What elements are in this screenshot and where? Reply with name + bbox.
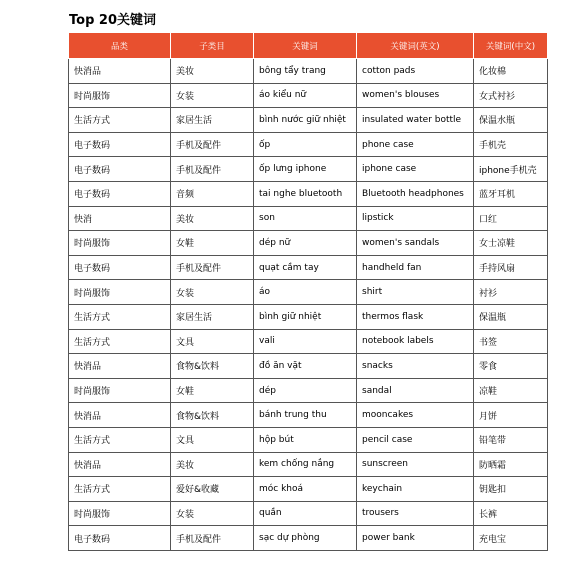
table-row <box>69 403 548 428</box>
table-row <box>69 231 548 256</box>
cell-keyword-chinese: 书签 <box>474 329 548 354</box>
cell-subcategory: 美妆 <box>171 452 254 477</box>
cell-keyword-chinese: iphone手机壳 <box>474 157 548 182</box>
cell-keyword: áo kiểu nữ <box>254 83 357 108</box>
cell-category: 生活方式 <box>69 329 171 354</box>
cell-keyword-chinese: 保温瓶 <box>474 304 548 329</box>
cell-category: 时尚服饰 <box>69 83 171 108</box>
cell-keyword: ốp lưng iphone <box>254 157 357 182</box>
cell-subcategory: 家居生活 <box>171 304 254 329</box>
table-body <box>69 59 548 551</box>
header-category: 品类 <box>69 33 171 59</box>
cell-category: 生活方式 <box>69 427 171 452</box>
cell-keyword: bình giữ nhiệt <box>254 304 357 329</box>
cell-keyword-english: snacks <box>357 354 474 379</box>
cell-category: 快消品 <box>69 403 171 428</box>
cell-keyword-chinese: 充电宝 <box>474 526 548 551</box>
cell-keyword: bông tẩy trang <box>254 59 357 84</box>
cell-subcategory: 文具 <box>171 427 254 452</box>
cell-keyword-chinese: 长裤 <box>474 501 548 526</box>
cell-keyword-chinese: 女士凉鞋 <box>474 231 548 256</box>
cell-category: 时尚服饰 <box>69 501 171 526</box>
cell-subcategory: 女装 <box>171 280 254 305</box>
cell-keyword: áo <box>254 280 357 305</box>
table-row <box>69 477 548 502</box>
cell-keyword-chinese: 衬衫 <box>474 280 548 305</box>
table-row <box>69 280 548 305</box>
cell-subcategory: 家居生活 <box>171 108 254 133</box>
cell-keyword-english: power bank <box>357 526 474 551</box>
table-row <box>69 329 548 354</box>
table-row <box>69 378 548 403</box>
cell-keyword: tai nghe bluetooth <box>254 181 357 206</box>
keyword-table <box>68 32 548 551</box>
cell-category: 电子数码 <box>69 255 171 280</box>
cell-category: 快消品 <box>69 59 171 84</box>
cell-keyword: quần <box>254 501 357 526</box>
cell-category: 快消品 <box>69 452 171 477</box>
cell-category: 电子数码 <box>69 181 171 206</box>
table-row <box>69 526 548 551</box>
cell-subcategory: 女装 <box>171 501 254 526</box>
cell-keyword-english: insulated water bottle <box>357 108 474 133</box>
cell-keyword-chinese: 零食 <box>474 354 548 379</box>
cell-subcategory: 手机及配件 <box>171 255 254 280</box>
cell-subcategory: 女鞋 <box>171 231 254 256</box>
cell-keyword-chinese: 口红 <box>474 206 548 231</box>
table-row <box>69 501 548 526</box>
cell-category: 电子数码 <box>69 526 171 551</box>
cell-subcategory: 食物&饮料 <box>171 403 254 428</box>
cell-keyword: bánh trung thu <box>254 403 357 428</box>
cell-subcategory: 女鞋 <box>171 378 254 403</box>
cell-category: 时尚服饰 <box>69 231 171 256</box>
cell-keyword-english: iphone case <box>357 157 474 182</box>
table-row <box>69 157 548 182</box>
cell-keyword-chinese: 手机壳 <box>474 132 548 157</box>
cell-keyword: bình nước giữ nhiệt <box>254 108 357 133</box>
cell-keyword-chinese: 凉鞋 <box>474 378 548 403</box>
header-keyword-english: 关键词(英文) <box>357 33 474 59</box>
cell-keyword: móc khoá <box>254 477 357 502</box>
cell-keyword-chinese: 铅笔带 <box>474 427 548 452</box>
cell-keyword: đồ ăn vặt <box>254 354 357 379</box>
cell-category: 快消品 <box>69 354 171 379</box>
cell-keyword-english: shirt <box>357 280 474 305</box>
cell-keyword-chinese: 防晒霜 <box>474 452 548 477</box>
cell-keyword-english: cotton pads <box>357 59 474 84</box>
table-row <box>69 132 548 157</box>
cell-keyword-english: mooncakes <box>357 403 474 428</box>
table-row <box>69 354 548 379</box>
cell-keyword-english: trousers <box>357 501 474 526</box>
cell-keyword-english: women's blouses <box>357 83 474 108</box>
cell-keyword-chinese: 女式衬衫 <box>474 83 548 108</box>
table-row <box>69 304 548 329</box>
cell-subcategory: 音频 <box>171 181 254 206</box>
cell-keyword: vali <box>254 329 357 354</box>
table-row <box>69 108 548 133</box>
cell-keyword: sạc dự phòng <box>254 526 357 551</box>
cell-keyword-english: pencil case <box>357 427 474 452</box>
cell-keyword-english: Bluetooth headphones <box>357 181 474 206</box>
table-row <box>69 83 548 108</box>
cell-category: 电子数码 <box>69 132 171 157</box>
cell-subcategory: 食物&饮料 <box>171 354 254 379</box>
table-row <box>69 255 548 280</box>
cell-keyword-chinese: 保温水瓶 <box>474 108 548 133</box>
cell-subcategory: 美妆 <box>171 59 254 84</box>
cell-keyword-english: women's sandals <box>357 231 474 256</box>
cell-subcategory: 手机及配件 <box>171 526 254 551</box>
cell-keyword-chinese: 蓝牙耳机 <box>474 181 548 206</box>
cell-keyword-chinese: 手持风扇 <box>474 255 548 280</box>
cell-keyword: kem chống nắng <box>254 452 357 477</box>
header-keyword: 关键词 <box>254 33 357 59</box>
cell-subcategory: 手机及配件 <box>171 157 254 182</box>
cell-category: 生活方式 <box>69 304 171 329</box>
cell-keyword: ốp <box>254 132 357 157</box>
cell-subcategory: 爱好&收藏 <box>171 477 254 502</box>
cell-category: 快消 <box>69 206 171 231</box>
cell-keyword-english: sandal <box>357 378 474 403</box>
cell-keyword-chinese: 钥匙扣 <box>474 477 548 502</box>
cell-category: 生活方式 <box>69 477 171 502</box>
cell-category: 时尚服饰 <box>69 280 171 305</box>
cell-keyword: quạt cầm tay <box>254 255 357 280</box>
cell-keyword-english: handheld fan <box>357 255 474 280</box>
cell-category: 电子数码 <box>69 157 171 182</box>
cell-keyword: dép <box>254 378 357 403</box>
header-subcategory: 子类目 <box>171 33 254 59</box>
cell-keyword-chinese: 化妆棉 <box>474 59 548 84</box>
page-title: Top 20关键词 <box>69 13 156 28</box>
cell-category: 时尚服饰 <box>69 378 171 403</box>
cell-keyword-chinese: 月饼 <box>474 403 548 428</box>
table-header-row <box>69 33 548 59</box>
cell-keyword-english: notebook labels <box>357 329 474 354</box>
table-row <box>69 427 548 452</box>
cell-keyword: dép nữ <box>254 231 357 256</box>
cell-subcategory: 文具 <box>171 329 254 354</box>
cell-keyword: hộp bút <box>254 427 357 452</box>
cell-keyword-english: sunscreen <box>357 452 474 477</box>
table-row <box>69 181 548 206</box>
cell-keyword-english: keychain <box>357 477 474 502</box>
cell-keyword-english: phone case <box>357 132 474 157</box>
table-row <box>69 206 548 231</box>
cell-subcategory: 手机及配件 <box>171 132 254 157</box>
table-row <box>69 59 548 84</box>
table-row <box>69 452 548 477</box>
cell-subcategory: 美妆 <box>171 206 254 231</box>
cell-subcategory: 女装 <box>171 83 254 108</box>
cell-keyword: son <box>254 206 357 231</box>
header-keyword-chinese: 关键词(中文) <box>474 33 548 59</box>
cell-keyword-english: lipstick <box>357 206 474 231</box>
cell-category: 生活方式 <box>69 108 171 133</box>
cell-keyword-english: thermos flask <box>357 304 474 329</box>
